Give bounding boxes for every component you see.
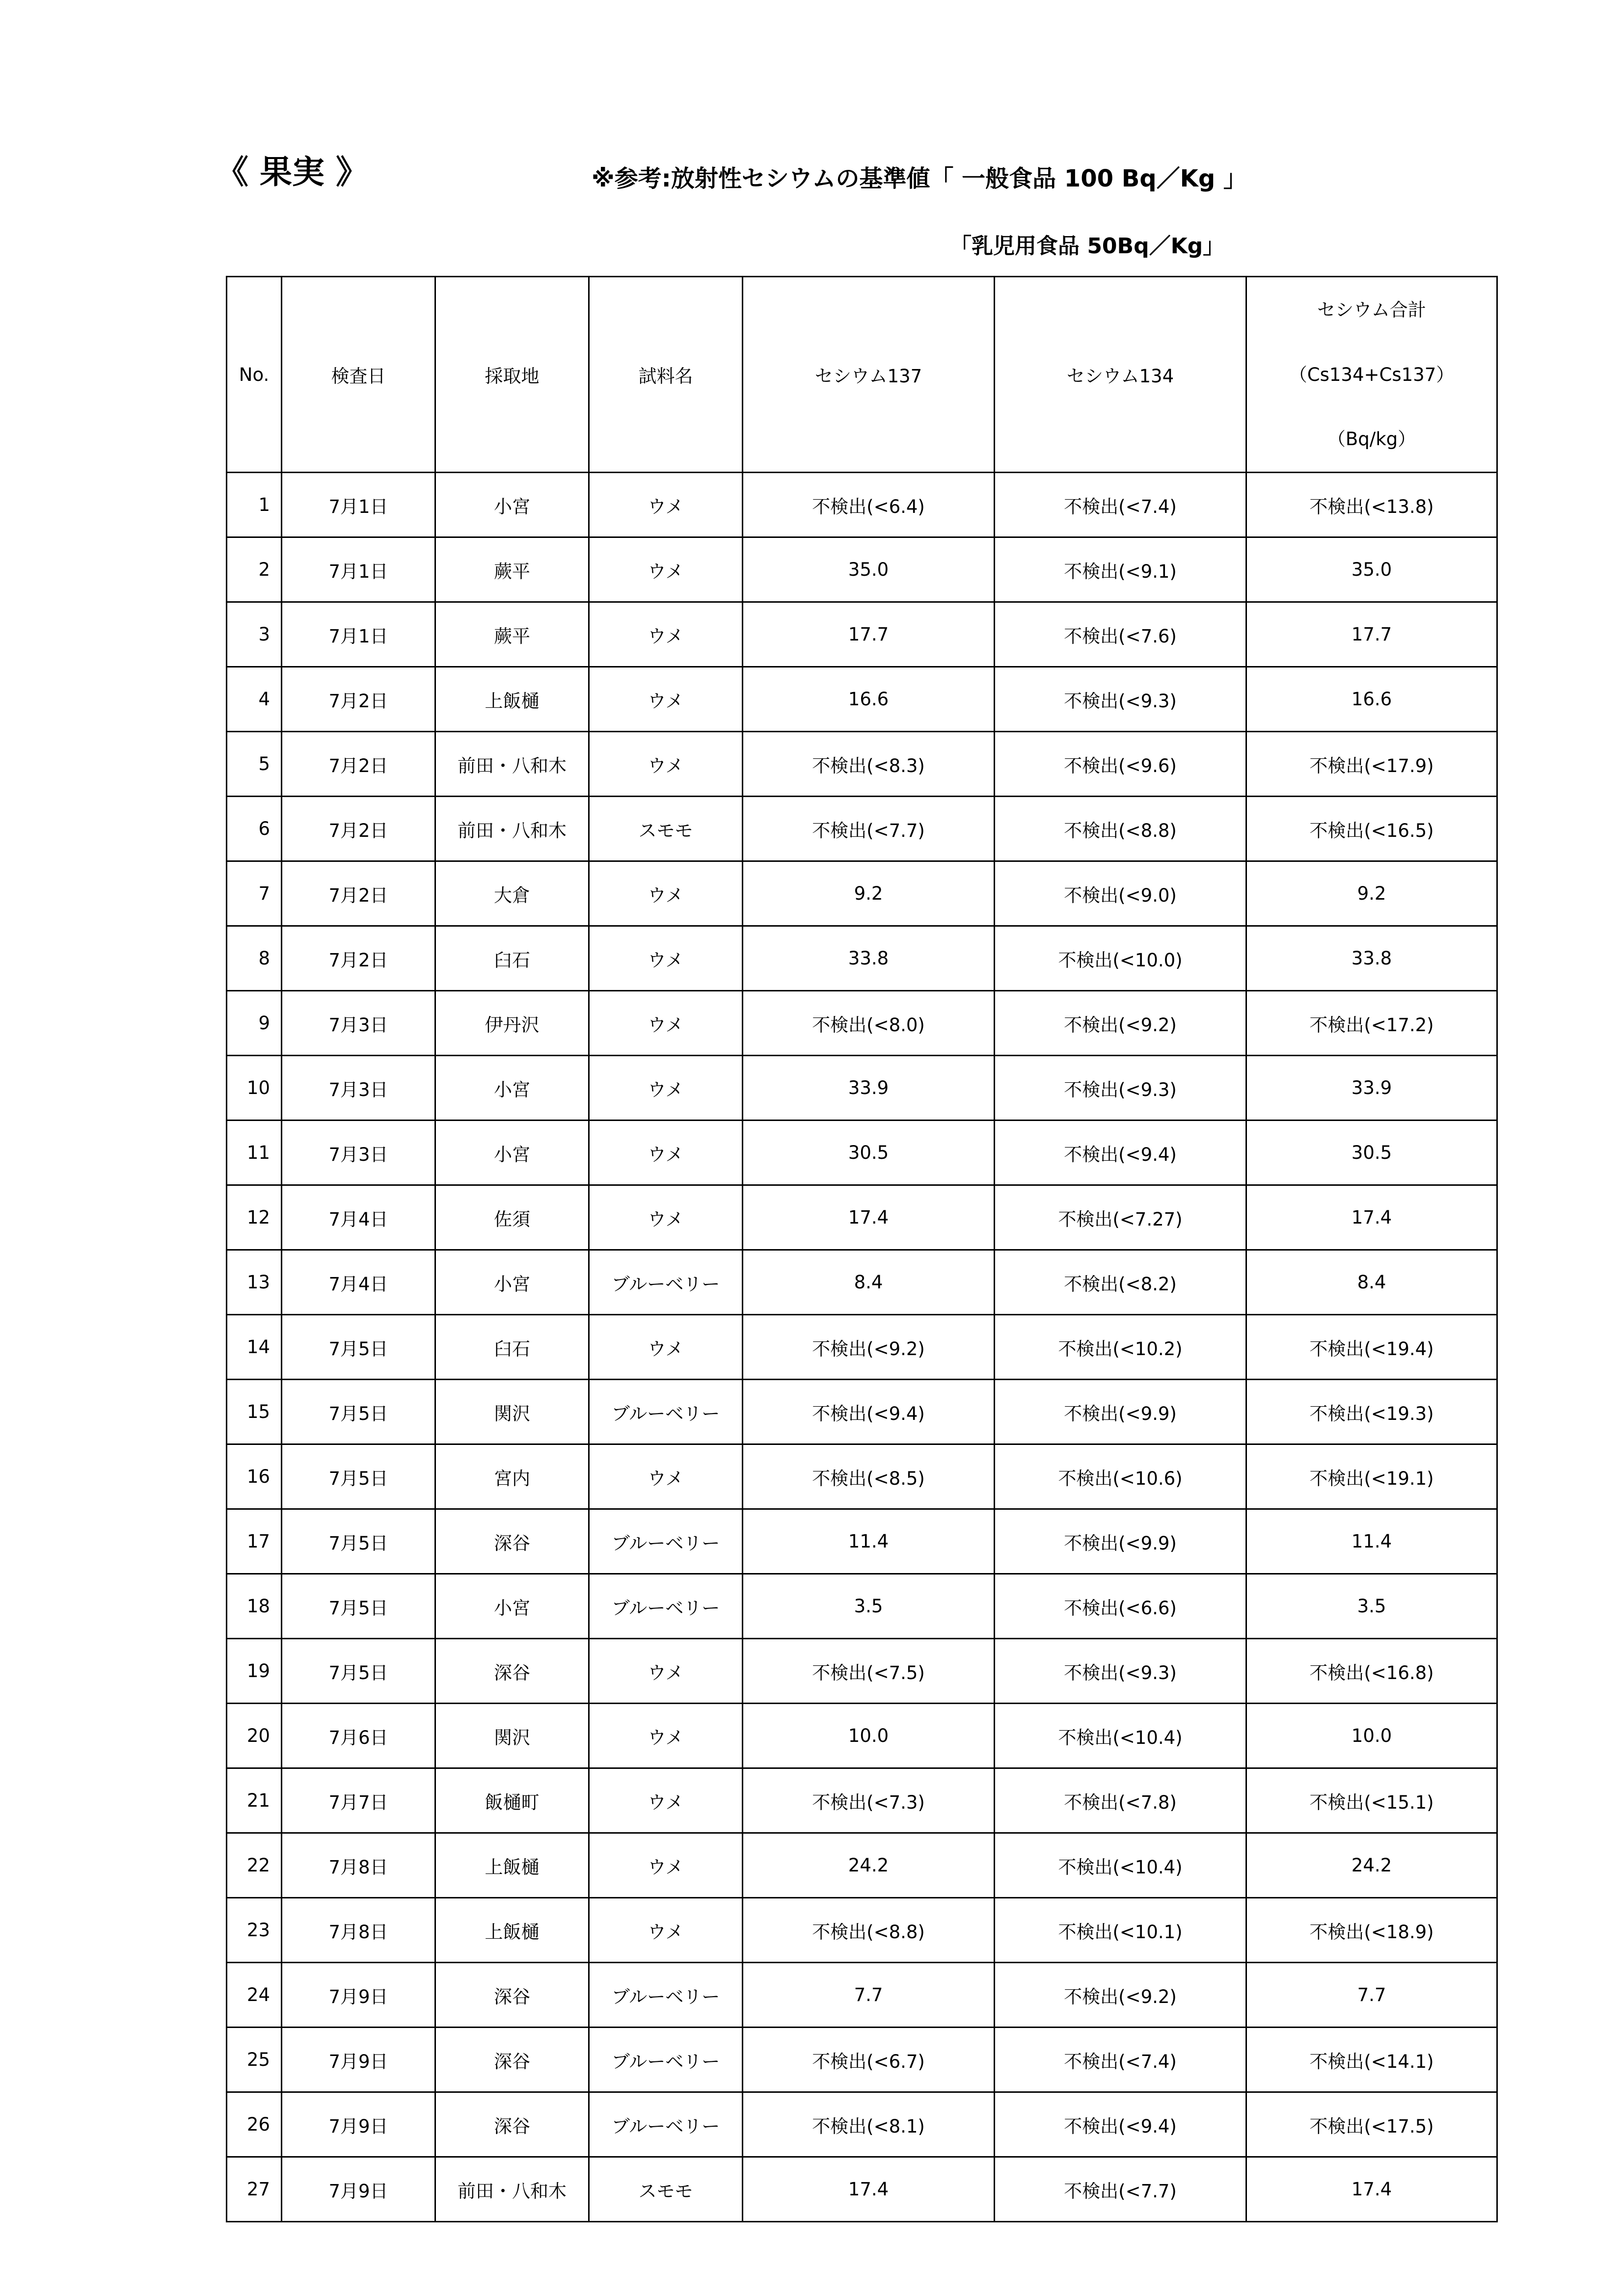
cell-total: 不検出(<19.1) xyxy=(1246,1444,1497,1509)
cell-total: 17.4 xyxy=(1246,2157,1497,2222)
cell-location: 佐須 xyxy=(435,1185,589,1250)
header-total-unit: （Bq/kg） xyxy=(1327,428,1416,450)
header-total xyxy=(1246,277,1497,473)
cell-total: 9.2 xyxy=(1246,861,1497,926)
cell-cs134: 不検出(<7.6) xyxy=(995,602,1246,667)
cell-total: 33.8 xyxy=(1246,926,1497,991)
header-row xyxy=(227,277,1497,473)
cell-cs137: 35.0 xyxy=(743,537,995,602)
header-no: No. xyxy=(227,277,282,473)
cell-no: 18 xyxy=(227,1574,282,1639)
cell-cs134: 不検出(<10.4) xyxy=(995,1704,1246,1768)
cell-location: 上飯樋 xyxy=(435,1898,589,1963)
cell-total: 不検出(<17.5) xyxy=(1246,2092,1497,2157)
cell-no: 1 xyxy=(227,473,282,537)
cell-location: 関沢 xyxy=(435,1380,589,1444)
cell-total: 不検出(<19.4) xyxy=(1246,1315,1497,1380)
cell-location: 蕨平 xyxy=(435,537,589,602)
cell-cs137: 不検出(<6.7) xyxy=(743,2028,995,2092)
cell-date: 7月4日 xyxy=(282,1250,435,1315)
table-row xyxy=(227,1833,1497,1898)
table-row xyxy=(227,2092,1497,2157)
cell-location: 臼石 xyxy=(435,1315,589,1380)
cell-date: 7月6日 xyxy=(282,1704,435,1768)
cell-cs137: 7.7 xyxy=(743,1963,995,2028)
cell-total: 不検出(<19.3) xyxy=(1246,1380,1497,1444)
cell-cs137: 不検出(<6.4) xyxy=(743,473,995,537)
cell-no: 25 xyxy=(227,2028,282,2092)
reference-standard-infant: 「乳児用食品 50Bq／Kg」 xyxy=(950,234,1225,259)
cell-sample: ウメ xyxy=(589,537,743,602)
cell-date: 7月5日 xyxy=(282,1380,435,1444)
cell-sample: ブルーベリー xyxy=(589,1380,743,1444)
cell-cs134: 不検出(<9.3) xyxy=(995,667,1246,732)
cell-total: 17.4 xyxy=(1246,1185,1497,1250)
cell-sample: ウメ xyxy=(589,1639,743,1704)
results-table xyxy=(226,276,1498,2222)
cell-date: 7月2日 xyxy=(282,732,435,797)
cell-location: 深谷 xyxy=(435,1639,589,1704)
table-row xyxy=(227,1315,1497,1380)
cell-cs134: 不検出(<6.6) xyxy=(995,1574,1246,1639)
cell-cs134: 不検出(<9.4) xyxy=(995,1121,1246,1185)
page-title: 《 果実 》 xyxy=(216,153,368,191)
cell-cs134: 不検出(<7.4) xyxy=(995,2028,1246,2092)
cell-total: 3.5 xyxy=(1246,1574,1497,1639)
cell-sample: ブルーベリー xyxy=(589,1509,743,1574)
cell-date: 7月2日 xyxy=(282,926,435,991)
cell-sample: ウメ xyxy=(589,473,743,537)
table-row xyxy=(227,602,1497,667)
table-row xyxy=(227,926,1497,991)
cell-sample: ブルーベリー xyxy=(589,1250,743,1315)
cell-total: 不検出(<14.1) xyxy=(1246,2028,1497,2092)
cell-date: 7月3日 xyxy=(282,1121,435,1185)
cell-cs134: 不検出(<9.6) xyxy=(995,732,1246,797)
cell-location: 深谷 xyxy=(435,1509,589,1574)
cell-date: 7月1日 xyxy=(282,602,435,667)
cell-no: 12 xyxy=(227,1185,282,1250)
cell-no: 4 xyxy=(227,667,282,732)
cell-location: 宮内 xyxy=(435,1444,589,1509)
cell-location: 小宮 xyxy=(435,1056,589,1121)
table-row xyxy=(227,1380,1497,1444)
cell-cs134: 不検出(<9.1) xyxy=(995,537,1246,602)
cell-sample: ウメ xyxy=(589,1315,743,1380)
cell-cs137: 不検出(<8.0) xyxy=(743,991,995,1056)
cell-cs137: 17.4 xyxy=(743,2157,995,2222)
cell-no: 10 xyxy=(227,1056,282,1121)
cell-total: 不検出(<13.8) xyxy=(1246,473,1497,537)
cell-total: 不検出(<17.9) xyxy=(1246,732,1497,797)
header-location: 採取地 xyxy=(435,277,589,473)
table-row xyxy=(227,861,1497,926)
cell-no: 9 xyxy=(227,991,282,1056)
cell-location: 上飯樋 xyxy=(435,667,589,732)
cell-date: 7月3日 xyxy=(282,1056,435,1121)
cell-no: 20 xyxy=(227,1704,282,1768)
cell-sample: ウメ xyxy=(589,1833,743,1898)
cell-location: 上飯樋 xyxy=(435,1833,589,1898)
cell-sample: ウメ xyxy=(589,732,743,797)
header-total-formula: （Cs134+Cs137） xyxy=(1289,364,1455,385)
cell-date: 7月5日 xyxy=(282,1574,435,1639)
table-row xyxy=(227,1768,1497,1833)
cell-sample: ウメ xyxy=(589,1898,743,1963)
table-row xyxy=(227,2028,1497,2092)
cell-location: 小宮 xyxy=(435,1250,589,1315)
cell-location: 前田・八和木 xyxy=(435,2157,589,2222)
cell-location: 深谷 xyxy=(435,1963,589,2028)
cell-cs134: 不検出(<8.8) xyxy=(995,797,1246,861)
cell-cs137: 24.2 xyxy=(743,1833,995,1898)
cell-cs134: 不検出(<10.2) xyxy=(995,1315,1246,1380)
cell-no: 27 xyxy=(227,2157,282,2222)
table-row xyxy=(227,797,1497,861)
cell-date: 7月5日 xyxy=(282,1509,435,1574)
table-row xyxy=(227,1185,1497,1250)
cell-total: 30.5 xyxy=(1246,1121,1497,1185)
cell-date: 7月5日 xyxy=(282,1444,435,1509)
table-row xyxy=(227,1574,1497,1639)
cell-total: 16.6 xyxy=(1246,667,1497,732)
cell-no: 11 xyxy=(227,1121,282,1185)
cell-cs134: 不検出(<9.3) xyxy=(995,1639,1246,1704)
cell-sample: ウメ xyxy=(589,1768,743,1833)
cell-total: 不検出(<16.5) xyxy=(1246,797,1497,861)
table-row xyxy=(227,1509,1497,1574)
table-row xyxy=(227,1898,1497,1963)
cell-cs137: 33.9 xyxy=(743,1056,995,1121)
cell-cs137: 不検出(<8.5) xyxy=(743,1444,995,1509)
cell-location: 蕨平 xyxy=(435,602,589,667)
cell-date: 7月2日 xyxy=(282,861,435,926)
cell-no: 24 xyxy=(227,1963,282,2028)
cell-sample: ウメ xyxy=(589,926,743,991)
cell-date: 7月9日 xyxy=(282,2092,435,2157)
table-row xyxy=(227,537,1497,602)
cell-location: 小宮 xyxy=(435,1121,589,1185)
table-row xyxy=(227,1250,1497,1315)
cell-sample: ブルーベリー xyxy=(589,1963,743,2028)
cell-no: 2 xyxy=(227,537,282,602)
cell-no: 21 xyxy=(227,1768,282,1833)
cell-sample: ウメ xyxy=(589,602,743,667)
cell-no: 23 xyxy=(227,1898,282,1963)
cell-cs134: 不検出(<10.1) xyxy=(995,1898,1246,1963)
cell-cs134: 不検出(<9.3) xyxy=(995,1056,1246,1121)
header-cs134: セシウム134 xyxy=(995,277,1246,473)
cell-total: 10.0 xyxy=(1246,1704,1497,1768)
cell-location: 関沢 xyxy=(435,1704,589,1768)
cell-no: 22 xyxy=(227,1833,282,1898)
cell-cs134: 不検出(<9.2) xyxy=(995,991,1246,1056)
cell-location: 深谷 xyxy=(435,2092,589,2157)
cell-total: 不検出(<18.9) xyxy=(1246,1898,1497,1963)
cell-date: 7月5日 xyxy=(282,1315,435,1380)
table-body xyxy=(227,473,1497,2222)
cell-sample: ウメ xyxy=(589,991,743,1056)
cell-total: 35.0 xyxy=(1246,537,1497,602)
cell-location: 飯樋町 xyxy=(435,1768,589,1833)
cell-cs137: 33.8 xyxy=(743,926,995,991)
table-row xyxy=(227,2157,1497,2222)
cell-cs137: 不検出(<8.8) xyxy=(743,1898,995,1963)
cell-no: 15 xyxy=(227,1380,282,1444)
cell-cs134: 不検出(<7.4) xyxy=(995,473,1246,537)
table-row xyxy=(227,473,1497,537)
cell-sample: ウメ xyxy=(589,1056,743,1121)
cell-location: 臼石 xyxy=(435,926,589,991)
cell-date: 7月8日 xyxy=(282,1833,435,1898)
cell-no: 14 xyxy=(227,1315,282,1380)
cell-total: 17.7 xyxy=(1246,602,1497,667)
cell-total: 不検出(<17.2) xyxy=(1246,991,1497,1056)
cell-location: 深谷 xyxy=(435,2028,589,2092)
cell-date: 7月8日 xyxy=(282,1898,435,1963)
table-row xyxy=(227,667,1497,732)
cell-cs134: 不検出(<9.9) xyxy=(995,1380,1246,1444)
cell-no: 7 xyxy=(227,861,282,926)
cell-sample: ウメ xyxy=(589,1121,743,1185)
cell-no: 3 xyxy=(227,602,282,667)
cell-cs134: 不検出(<7.7) xyxy=(995,2157,1246,2222)
cell-no: 19 xyxy=(227,1639,282,1704)
cell-sample: ウメ xyxy=(589,861,743,926)
cell-cs134: 不検出(<9.2) xyxy=(995,1963,1246,2028)
cell-cs137: 11.4 xyxy=(743,1509,995,1574)
cell-location: 伊丹沢 xyxy=(435,991,589,1056)
cell-sample: ブルーベリー xyxy=(589,2028,743,2092)
cell-date: 7月9日 xyxy=(282,1963,435,2028)
cell-cs137: 10.0 xyxy=(743,1704,995,1768)
cell-no: 13 xyxy=(227,1250,282,1315)
cell-no: 8 xyxy=(227,926,282,991)
cell-cs137: 17.4 xyxy=(743,1185,995,1250)
cell-location: 前田・八和木 xyxy=(435,797,589,861)
cell-cs137: 30.5 xyxy=(743,1121,995,1185)
cell-date: 7月9日 xyxy=(282,2028,435,2092)
cell-cs137: 不検出(<8.3) xyxy=(743,732,995,797)
table-row xyxy=(227,1056,1497,1121)
cell-cs137: 9.2 xyxy=(743,861,995,926)
cell-date: 7月3日 xyxy=(282,991,435,1056)
header-total-label: セシウム合計 xyxy=(1317,299,1426,320)
cell-sample: スモモ xyxy=(589,797,743,861)
cell-sample: ウメ xyxy=(589,1704,743,1768)
cell-no: 5 xyxy=(227,732,282,797)
cell-no: 17 xyxy=(227,1509,282,1574)
cell-date: 7月2日 xyxy=(282,667,435,732)
cell-cs137: 不検出(<7.3) xyxy=(743,1768,995,1833)
cell-sample: ウメ xyxy=(589,1185,743,1250)
table-row xyxy=(227,1963,1497,2028)
table-row xyxy=(227,991,1497,1056)
cell-total: 33.9 xyxy=(1246,1056,1497,1121)
header-date: 検査日 xyxy=(282,277,435,473)
cell-cs137: 16.6 xyxy=(743,667,995,732)
cell-cs134: 不検出(<9.4) xyxy=(995,2092,1246,2157)
table-row xyxy=(227,1639,1497,1704)
cell-date: 7月2日 xyxy=(282,797,435,861)
cell-date: 7月5日 xyxy=(282,1639,435,1704)
cell-total: 不検出(<15.1) xyxy=(1246,1768,1497,1833)
cell-location: 小宮 xyxy=(435,1574,589,1639)
cell-date: 7月1日 xyxy=(282,473,435,537)
cell-cs134: 不検出(<7.27) xyxy=(995,1185,1246,1250)
table-row xyxy=(227,1121,1497,1185)
table-row xyxy=(227,1704,1497,1768)
cell-no: 16 xyxy=(227,1444,282,1509)
cell-cs137: 17.7 xyxy=(743,602,995,667)
cell-date: 7月4日 xyxy=(282,1185,435,1250)
cell-cs134: 不検出(<10.6) xyxy=(995,1444,1246,1509)
table-row xyxy=(227,1444,1497,1509)
cell-cs134: 不検出(<9.9) xyxy=(995,1509,1246,1574)
cell-sample: ウメ xyxy=(589,1444,743,1509)
cell-cs134: 不検出(<8.2) xyxy=(995,1250,1246,1315)
cell-total: 7.7 xyxy=(1246,1963,1497,2028)
cell-cs137: 不検出(<7.7) xyxy=(743,797,995,861)
table-row xyxy=(227,732,1497,797)
cell-date: 7月7日 xyxy=(282,1768,435,1833)
cell-location: 小宮 xyxy=(435,473,589,537)
cell-no: 6 xyxy=(227,797,282,861)
cell-cs134: 不検出(<7.8) xyxy=(995,1768,1246,1833)
cell-location: 大倉 xyxy=(435,861,589,926)
cell-no: 26 xyxy=(227,2092,282,2157)
cell-total: 11.4 xyxy=(1246,1509,1497,1574)
cell-cs137: 不検出(<9.4) xyxy=(743,1380,995,1444)
cell-sample: スモモ xyxy=(589,2157,743,2222)
header-sample: 試料名 xyxy=(589,277,743,473)
cell-cs137: 不検出(<9.2) xyxy=(743,1315,995,1380)
reference-standard-general: ※参考:放射性セシウムの基準値「 一般食品 100 Bq／Kg 」 xyxy=(592,165,1247,192)
cell-total: 不検出(<16.8) xyxy=(1246,1639,1497,1704)
cell-cs134: 不検出(<10.0) xyxy=(995,926,1246,991)
cell-cs134: 不検出(<9.0) xyxy=(995,861,1246,926)
cell-total: 8.4 xyxy=(1246,1250,1497,1315)
cell-cs137: 3.5 xyxy=(743,1574,995,1639)
cell-cs137: 不検出(<8.1) xyxy=(743,2092,995,2157)
cell-cs137: 不検出(<7.5) xyxy=(743,1639,995,1704)
cell-sample: ブルーベリー xyxy=(589,2092,743,2157)
cell-sample: ブルーベリー xyxy=(589,1574,743,1639)
cell-sample: ウメ xyxy=(589,667,743,732)
header-cs137: セシウム137 xyxy=(743,277,995,473)
cell-cs137: 8.4 xyxy=(743,1250,995,1315)
cell-date: 7月9日 xyxy=(282,2157,435,2222)
cell-location: 前田・八和木 xyxy=(435,732,589,797)
cell-total: 24.2 xyxy=(1246,1833,1497,1898)
cell-cs134: 不検出(<10.4) xyxy=(995,1833,1246,1898)
cell-date: 7月1日 xyxy=(282,537,435,602)
